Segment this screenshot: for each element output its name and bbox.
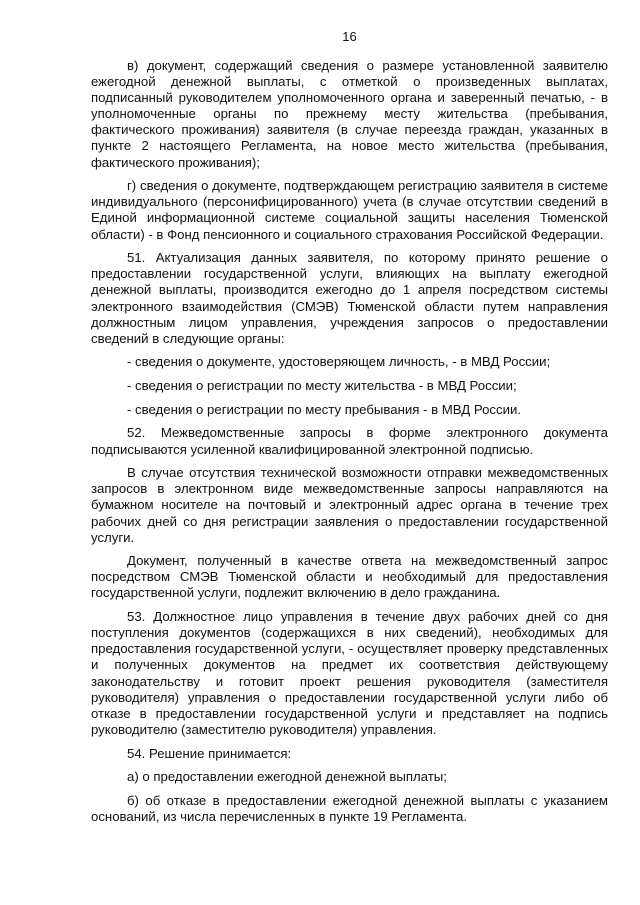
paragraph-54: 54. Решение принимается: xyxy=(127,745,292,761)
paragraph-52-response: Документ, полученный в качестве ответа на межведомственный запрос посредством СМЭВ Тюменской области и необходимый для предоставления государственной услуги, подлежит включению в дело гражданина. xyxy=(91,553,608,601)
paragraph-52: 52. Межведомственные запросы в форме электронного документа подписываются усиленной квалифицированной электронной подписью. xyxy=(91,425,608,457)
paragraph-53: 53. Должностное лицо управления в течение двух рабочих дней со дня поступления документов (содержащихся в них сведений), необходимых для предоставления государственной услуги, - осуществляет проверку представленных и полученных документов на предмет их соответствия действующему законодательству и готовит проект решения руководителя (заместителя руководителя) управления о предоставлении государственной услуги либо об отказе в предоставлении государственной услуги и представляет на подпись руководителю (заместителю руководителя) управления. xyxy=(91,609,608,737)
list-item-identity-document: - сведения о документе, удостоверяющем личность, - в МВД России; xyxy=(127,354,551,370)
paragraph-54-b: б) об отказе в предоставлении ежегодной денежной выплаты с указанием оснований, из числа перечисленных в пункте 19 Регламента. xyxy=(91,792,608,824)
paragraph-50-g: г) сведения о документе, подтверждающем регистрацию заявителя в системе индивидуального (персонифицированного) учета (в случае отсутствии сведений в Единой информационной системе социальной защиты населения Тюменской области) - в Фонд пенсионного и социального страхования Российской Федерации. xyxy=(91,178,608,242)
paragraph-51: 51. Актуализация данных заявителя, по которому принято решение о предоставлении государственной услуги, влияющих на выплату ежегодной денежной выплаты, производится ежегодно до 1 апреля посредством системы электронного взаимодействия (СМЭВ) Тюменской области путем направления должностным лицом управления, учреждения запросов о предоставлении сведений в следующие органы: xyxy=(91,250,608,346)
paragraph-50-v: в) документ, содержащий сведения о размере установленной заявителю ежегодной денежной выплаты, с отметкой о произведенных выплатах, подписанный руководителем уполномоченного органа и заверенный печатью, - в уполномоченные органы по прежнему месту жительства (пребывания, фактического проживания) заявителя (в случае переезда граждан, указанных в пункте 2 настоящего Регламента, на новое место жительства (пребывания, фактического проживания); xyxy=(91,58,608,170)
page-number: 16 xyxy=(342,29,357,44)
list-item-stay-registration: - сведения о регистрации по месту пребывания - в МВД России. xyxy=(127,401,521,417)
list-item-residence-registration: - сведения о регистрации по месту жительства - в МВД России; xyxy=(127,378,517,394)
paragraph-54-a: а) о предоставлении ежегодной денежной выплаты; xyxy=(127,769,447,785)
paragraph-52-paper: В случае отсутствия технической возможности отправки межведомственных запросов в электронном виде межведомственные запросы направляются на бумажном носителе на почтовый и электронный адрес органа в течение трех рабочих дней со дня регистрации заявления о предоставлении государственной услуги. xyxy=(91,465,608,545)
